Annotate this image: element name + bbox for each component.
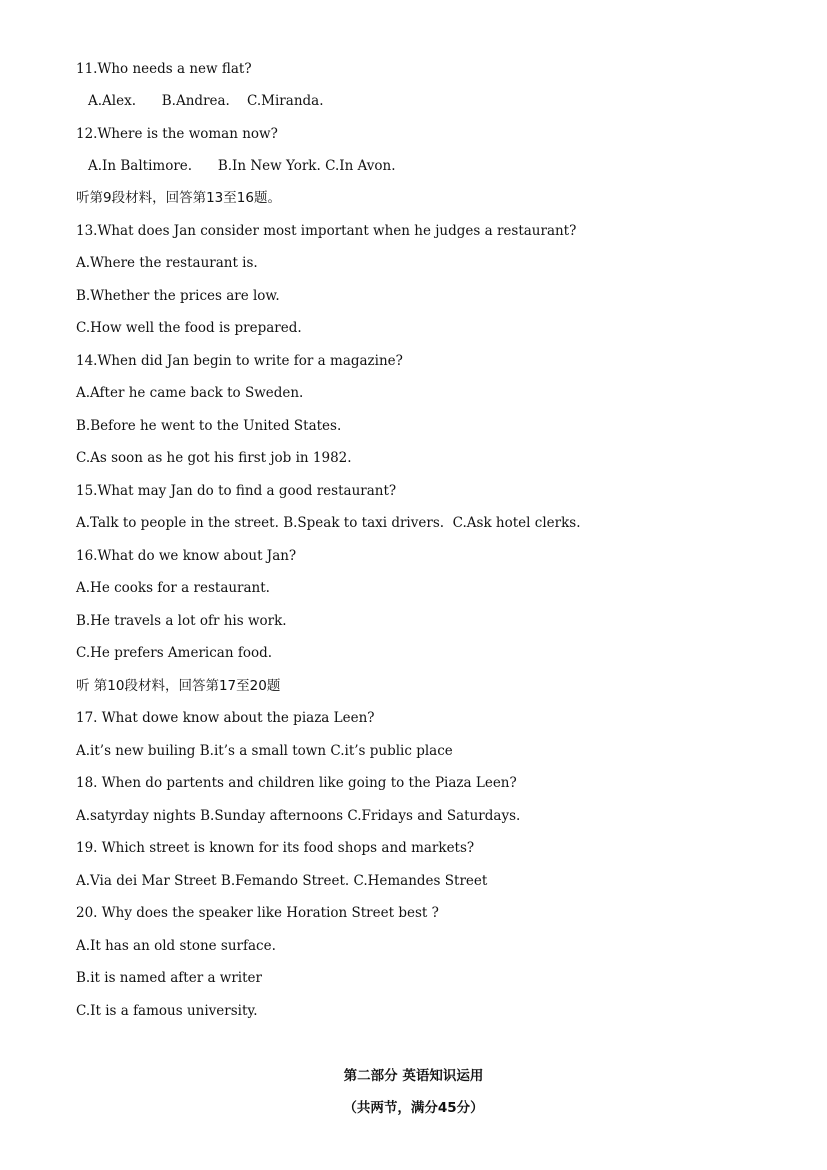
q16-option-c: C.He prefers American food. — [76, 645, 273, 661]
q19-option-a: A.Via dei Mar Street — [76, 873, 217, 889]
q15-option-a: A.Talk to people in the street. — [76, 515, 279, 531]
q14-option-a: A.After he came back to Sweden. — [76, 385, 304, 401]
q18-question: 18. When do partents and children like going to the Piaza Leen? — [76, 775, 517, 791]
q19-option-b: B.Femando Street. — [220, 873, 350, 889]
section-9-instruction: 听第9段材料，回答第13至16题。 — [76, 190, 281, 206]
q11-options — [88, 92, 324, 110]
q14-option-c: C.As soon as he got his first job in 1982. — [76, 450, 352, 466]
q17-option-b: B.it’s a small town — [199, 743, 327, 759]
q18-option-a: A.satyrday nights — [76, 808, 196, 824]
q20-option-b: B.it is named after a writer — [76, 970, 262, 986]
part-2-title: 第二部分 英语知识运用 — [343, 1068, 484, 1084]
q20-question: 20. Why does the speaker like Horation Street best ? — [76, 905, 439, 921]
q17-question: 17. What dowe know about the piaza Leen? — [76, 710, 375, 726]
q16-option-a: A.He cooks for a restaurant. — [76, 580, 270, 596]
part-2-subtitle: （共两节，满分45分） — [343, 1100, 484, 1116]
q17-options — [76, 742, 453, 760]
q12-options — [88, 157, 396, 175]
q12-option-c: C.In Avon. — [325, 158, 396, 174]
q14-question: 14.When did Jan begin to write for a magazine? — [76, 353, 403, 369]
q19-option-c: C.Hemandes Street — [353, 873, 488, 889]
q14-option-b: B.Before he went to the United States. — [76, 418, 342, 434]
q20-option-c: C.It is a famous university. — [76, 1003, 258, 1019]
q18-options — [76, 807, 520, 825]
q18-option-b: B.Sunday afternoons — [200, 808, 344, 824]
q15-option-c: C.Ask hotel clerks. — [452, 515, 581, 531]
q13-option-a: A.Where the restaurant is. — [76, 255, 258, 271]
q15-option-b: B.Speak to taxi drivers. — [283, 515, 445, 531]
q18-option-c: C.Fridays and Saturdays. — [347, 808, 521, 824]
q13-option-b: B.Whether the prices are low. — [76, 288, 280, 304]
q19-options — [76, 872, 487, 890]
q15-question: 15.What may Jan do to find a good restaurant? — [76, 483, 397, 499]
q16-question: 16.What do we know about Jan? — [76, 548, 297, 564]
section-10-instruction: 听 第10段材料，回答第17至20题 — [76, 678, 281, 694]
q19-question: 19. Which street is known for its food shops and markets? — [76, 840, 475, 856]
q15-options — [76, 514, 581, 532]
q11-option-b: B.Andrea. — [161, 93, 230, 109]
q13-question: 13.What does Jan consider most important when he judges a restaurant? — [76, 223, 577, 239]
q11-question: 11.Who needs a new flat? — [76, 61, 252, 77]
q16-option-b: B.He travels a lot ofr his work. — [76, 613, 287, 629]
q11-option-c: C.Miranda. — [247, 93, 324, 109]
q12-option-a: A.In Baltimore. — [88, 158, 193, 174]
q12-option-b: B.In New York. — [217, 158, 321, 174]
q12-question: 12.Where is the woman now? — [76, 126, 278, 142]
q17-option-c: C.it’s public place — [330, 743, 453, 759]
q17-option-a: A.it’s new builing — [76, 743, 196, 759]
q11-option-a: A.Alex. — [88, 93, 137, 109]
q20-option-a: A.It has an old stone surface. — [76, 938, 276, 954]
q13-option-c: C.How well the food is prepared. — [76, 320, 302, 336]
